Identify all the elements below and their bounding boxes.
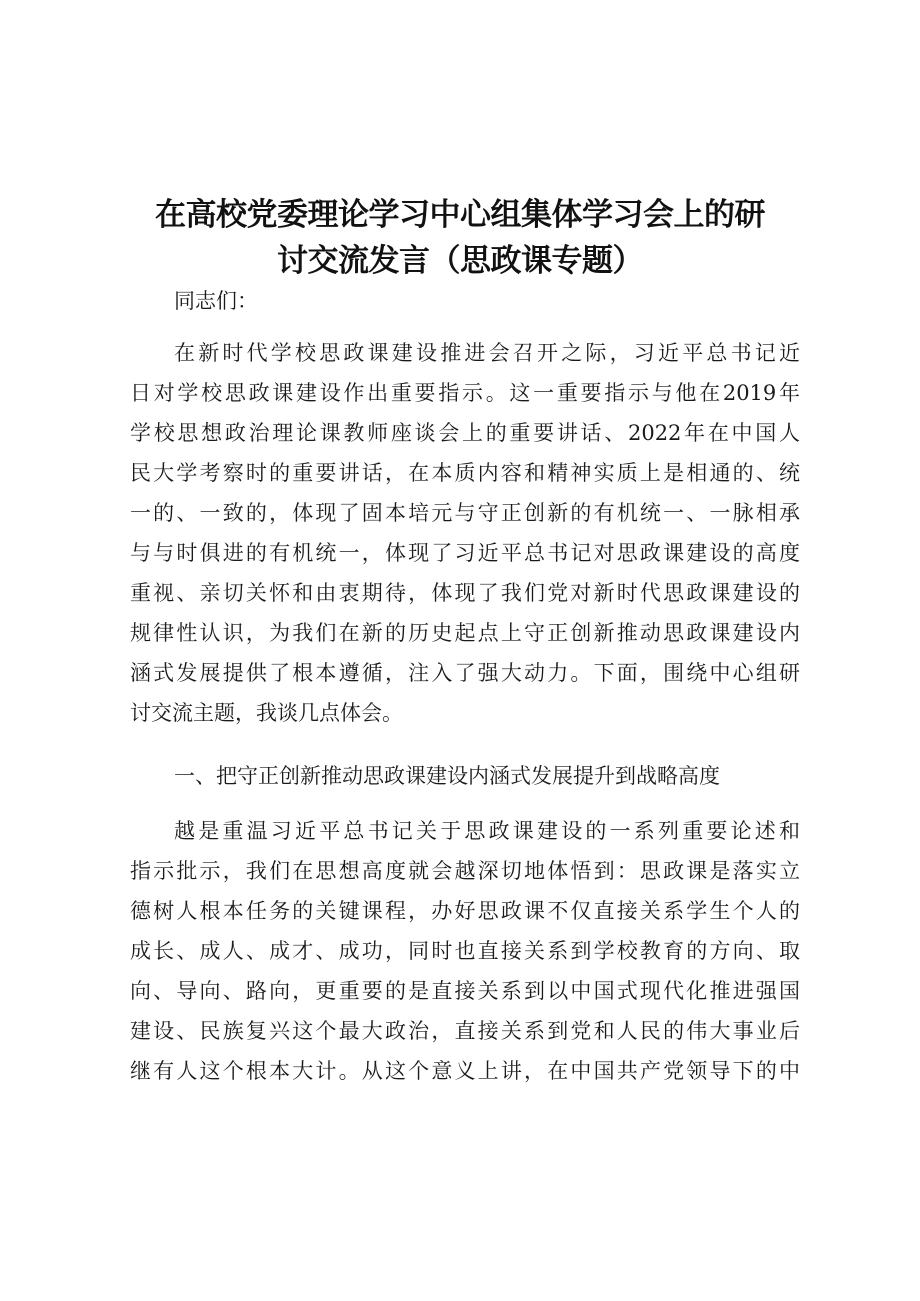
paragraph-2-line: 继有人这个根本大计。从这个意义上讲，在中国共产党领导下的中: [130, 1059, 800, 1083]
paragraph-1-line: 规律性认识，为我们在新的历史起点上守正创新推动思政课建设内: [130, 621, 800, 645]
title-line-2: 讨交流发言（思政课专题）: [277, 243, 643, 279]
paragraph-1-line: 学校思想政治理论课教师座谈会上的重要讲话、2022年在中国人: [130, 421, 800, 445]
paragraph-1-line: 在新时代学校思政课建设推进会召开之际，习近平总书记近: [174, 341, 800, 365]
salutation: 同志们：: [174, 289, 258, 313]
paragraph-1-line: 日对学校思政课建设作出重要指示。这一重要指示与他在2019年: [130, 381, 800, 405]
paragraph-2-line: 向、导向、路向，更重要的是直接关系到以中国式现代化推进强国: [130, 979, 800, 1003]
paragraph-1-line: 涵式发展提供了根本遵循，注入了强大动力。下面，围绕中心组研: [130, 661, 800, 685]
paragraph-1-line: 一的、一致的，体现了固本培元与守正创新的有机统一、一脉相承: [130, 501, 800, 525]
paragraph-2-line: 指示批示，我们在思想高度就会越深切地体悟到：思政课是落实立: [130, 859, 800, 883]
paragraph-1-line: 民大学考察时的重要讲话，在本质内容和精神实质上是相通的、统: [130, 461, 800, 485]
paragraph-1-line: 讨交流主题，我谈几点体会。: [130, 701, 403, 725]
title-line-1: 在高校党委理论学习中心组集体学习会上的研: [155, 197, 765, 233]
paragraph-2-line: 越是重温习近平总书记关于思政课建设的一系列重要论述和: [174, 819, 800, 843]
document-title: [100, 192, 820, 284]
paragraph-2-line: 德树人根本任务的关键课程，办好思政课不仅直接关系学生个人的: [130, 899, 800, 923]
paragraph-1-line: 与与时俱进的有机统一，体现了习近平总书记对思政课建设的高度: [130, 541, 800, 565]
paragraph-2-line: 成长、成人、成才、成功，同时也直接关系到学校教育的方向、取: [130, 939, 800, 963]
section-heading-1: 一、把守正创新推动思政课建设内涵式发展提升到战略高度: [174, 764, 720, 788]
paragraph-2-line: 建设、民族复兴这个最大政治，直接关系到党和人民的伟大事业后: [130, 1019, 800, 1043]
paragraph-1-line: 重视、亲切关怀和由衷期待，体现了我们党对新时代思政课建设的: [130, 581, 800, 605]
